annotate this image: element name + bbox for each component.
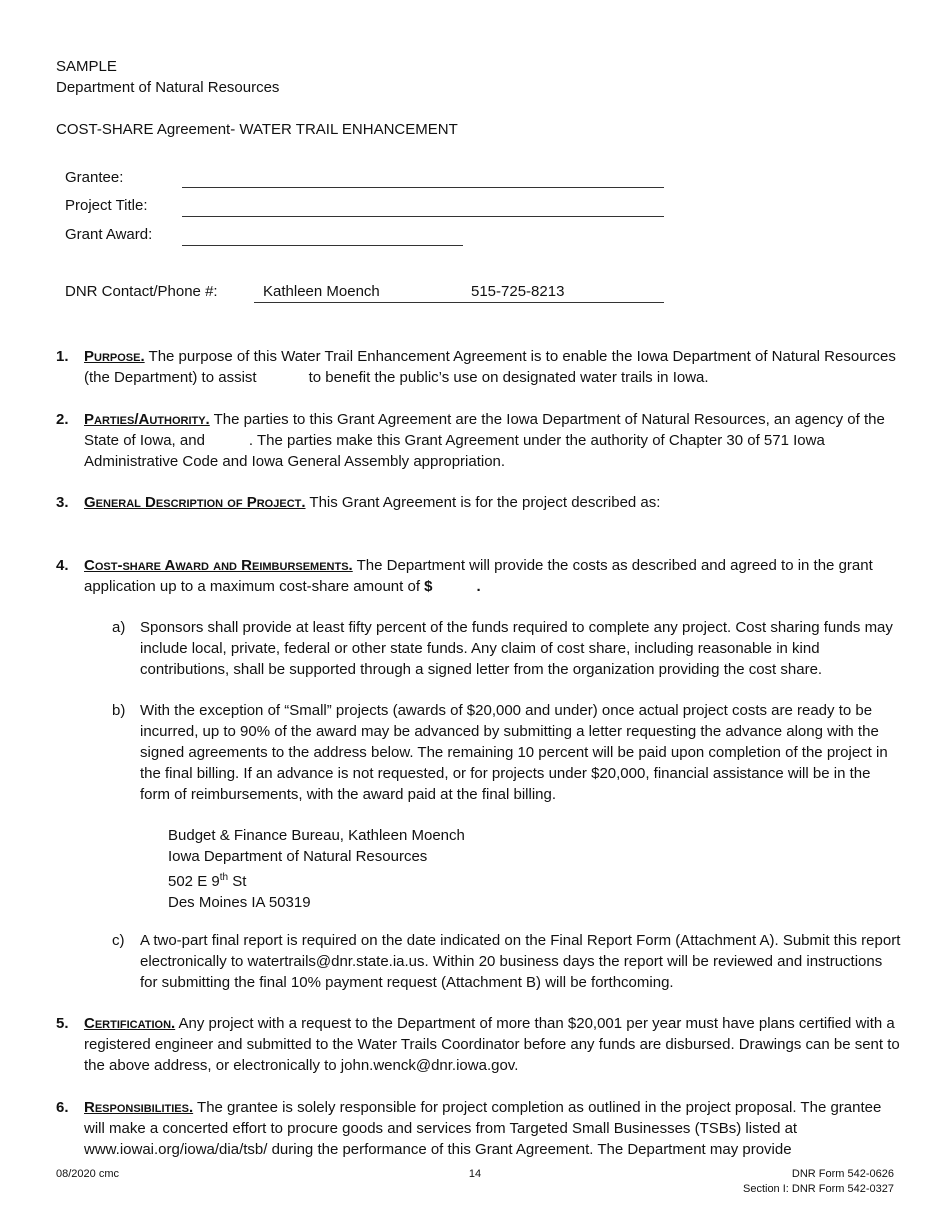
department-name: Department of Natural Resources: [56, 79, 280, 96]
dnr-contact-field: [254, 302, 664, 303]
subsection-letter: c): [112, 932, 125, 949]
section-number: 3.: [56, 494, 69, 511]
section-number: 5.: [56, 1015, 69, 1032]
address-line-4: Des Moines IA 50319: [168, 894, 311, 911]
subsection-letter: a): [112, 619, 126, 636]
section-number: 2.: [56, 411, 69, 428]
footer-form-number: DNR Form 542-0626: [791, 1168, 894, 1180]
address-ordinal: th: [219, 872, 229, 883]
section-text-cont: . The parties make this Grant Agreement under the authority of Chapter 30 of 571 Iowa Administrative Code and Iowa General Assembly appropriation.: [84, 432, 825, 470]
grantee-label: Grantee:: [65, 169, 124, 186]
dnr-contact-label: DNR Contact/Phone #:: [65, 283, 218, 300]
section-heading: General Description of Project.: [84, 494, 306, 511]
subsection-c: [112, 930, 902, 993]
section-text: Any project with a request to the Department of more than $20,001 per year must have plans certified with a registered engineer and submitted to the Water Trails Coordinator before any funds are disbursed. Drawings can be sent to the above address, or electronically to john.wenck@dnr.iowa.gov.: [84, 1015, 900, 1074]
section-certification: [56, 1013, 902, 1076]
agreement-title: COST-SHARE Agreement- WATER TRAIL ENHANCEMENT: [56, 121, 458, 138]
section-heading: Parties/Authority.: [84, 411, 210, 428]
grant-award-label: Grant Award:: [65, 226, 153, 243]
section-number: 4.: [56, 557, 69, 574]
award-amount-prefix: $: [424, 578, 433, 595]
subsection-text: A two-part final report is required on the date indicated on the Final Report Form (Attachment A). Submit this report electronically to watertrails@dnr.state.ia.us. Within 20 business days the report will be reviewed and instructions for submitting the final 10% payment request (Attachment B) will be forthcoming.: [140, 932, 901, 991]
dnr-contact-name: Kathleen Moench: [263, 283, 380, 300]
section-parties-authority: [56, 409, 902, 472]
section-text: The Department will provide the costs as described and agreed to in the grant application up to a maximum cost-share amount of: [84, 557, 873, 595]
dnr-contact-phone: 515-725-8213: [471, 283, 565, 300]
address-street-suffix: St: [228, 873, 247, 890]
address-line-2: Iowa Department of Natural Resources: [168, 848, 428, 865]
section-number: 6.: [56, 1099, 69, 1116]
section-general-description: [56, 492, 902, 513]
project-title-field[interactable]: [182, 216, 664, 217]
section-text: The purpose of this Water Trail Enhancement Agreement is to enable the Iowa Department of Natural Resources (the Department) to assist: [84, 348, 896, 386]
grant-award-field[interactable]: [182, 245, 463, 246]
grantee-field[interactable]: [182, 187, 664, 188]
address-line-3: [168, 867, 465, 892]
address-line-1: Budget & Finance Bureau, Kathleen Moench: [168, 827, 465, 844]
section-cost-share: [56, 555, 902, 597]
subsection-text: With the exception of “Small” projects (awards of $20,000 and under) once actual project costs are ready to be incurred, up to 90% of the award may be advanced by submitting a letter requesting the advance along with the signed agreements to the address below. The remaining 10 percent will be paid upon completion of the project in the final billing. If an advance is not requested, or for projects under $20,000, financial assistance will be in the form of reimbursements, with the award paid at the final billing.: [140, 702, 888, 803]
project-title-label: Project Title:: [65, 197, 148, 214]
mailing-address: [168, 825, 465, 913]
section-text-cont: to benefit the public’s use on designated water trails in Iowa.: [308, 369, 709, 386]
section-text: This Grant Agreement is for the project described as:: [305, 494, 661, 511]
footer-section: Section I: DNR Form 542-0327: [742, 1183, 894, 1195]
section-heading: Certification.: [84, 1015, 176, 1032]
subsection-text: Sponsors shall provide at least fifty percent of the funds required to complete any project. Cost sharing funds may include local, private, federal or other state funds. Any claim of cost share, including reasonable in kind contributions, shall be supported through a signed letter from the organization providing the cost share.: [140, 619, 893, 678]
section-heading: Cost-share Award and Reimbursements.: [84, 557, 353, 574]
section-purpose: [56, 346, 902, 388]
section-responsibilities: [56, 1097, 902, 1160]
section-text: The parties to this Grant Agreement are the Iowa Department of Natural Resources, an agency of the State of Iowa, and: [84, 411, 885, 449]
award-amount-suffix: .: [476, 578, 481, 595]
sample-label: SAMPLE: [56, 58, 117, 75]
page-number: 14: [468, 1168, 482, 1180]
subsection-letter: b): [112, 702, 126, 719]
section-heading: Purpose.: [84, 348, 145, 365]
subsection-a: [112, 617, 902, 680]
section-number: 1.: [56, 348, 69, 365]
subsection-b: [112, 700, 902, 805]
section-heading: Responsibilities.: [84, 1099, 194, 1116]
section-text: The grantee is solely responsible for project completion as outlined in the project proposal. The grantee will make a concerted effort to procure goods and services from Targeted Small Businesses (TSBs) listed at www.iowai.org/iowa/dia/tsb/ during the performance of this Grant Agreement. The Department may provide: [84, 1099, 882, 1158]
address-street: 502 E 9: [168, 873, 220, 890]
footer-revision: 08/2020 cmc: [56, 1168, 119, 1180]
